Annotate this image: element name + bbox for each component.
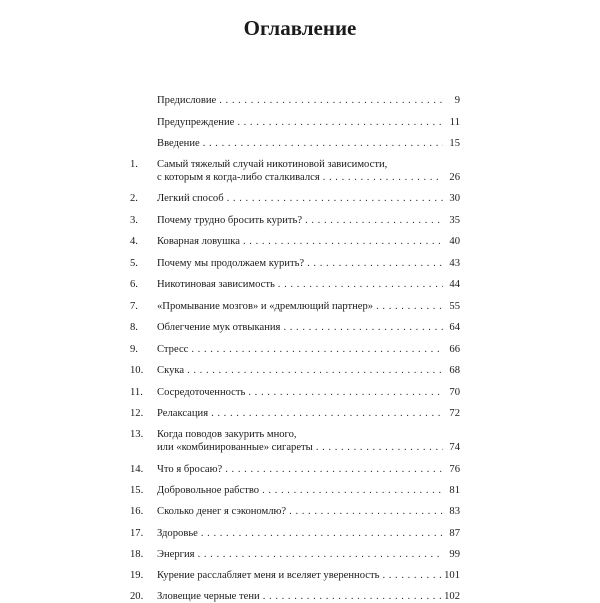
dot-leader xyxy=(225,463,443,476)
toc-entry-page: 70 xyxy=(449,387,460,398)
toc-entry-title: Облегчение мук отвыкания xyxy=(157,322,281,333)
toc-entry-number: 18. xyxy=(130,549,144,560)
toc-entry xyxy=(130,386,460,399)
dot-leader xyxy=(382,569,441,582)
toc-entry-title: с которым я когда-либо сталкивался xyxy=(157,172,320,183)
toc-entry-page: 35 xyxy=(449,215,460,226)
toc-entry-title: Когда поводов закурить много, xyxy=(157,429,297,440)
dot-leader xyxy=(219,94,443,107)
toc-entry-page: 76 xyxy=(449,464,460,475)
dot-leader xyxy=(376,300,443,313)
toc-entry-title: Легкий способ xyxy=(157,193,224,204)
toc-entry-number: 5. xyxy=(130,258,138,269)
toc-entry-number: 1. xyxy=(130,159,138,170)
toc-entry-page: 43 xyxy=(449,258,460,269)
toc-entry-number: 15. xyxy=(130,485,144,496)
toc-entry-page: 101 xyxy=(444,570,460,581)
toc-entry-number: 12. xyxy=(130,408,144,419)
dot-leader xyxy=(243,235,443,248)
toc-entry-title: Предупреждение xyxy=(157,117,235,128)
toc-entry-page: 9 xyxy=(454,95,460,106)
page-title: Оглавление xyxy=(243,16,357,40)
toc-entry-number: 7. xyxy=(130,301,138,312)
toc-entry-title: Предисловие xyxy=(157,95,217,106)
toc-entry xyxy=(130,116,460,129)
toc-entry-title: Сосредоточенность xyxy=(157,387,246,398)
toc-entry-title: Курение расслабляет меня и вселяет уверенность xyxy=(157,570,380,581)
toc-entry-title: Сколько денег я сэкономлю? xyxy=(157,506,287,517)
toc-entry-page: 44 xyxy=(449,279,460,290)
toc-entry xyxy=(130,300,460,313)
toc-entry-number: 2. xyxy=(130,193,138,204)
toc-entry xyxy=(130,463,460,476)
table-of-contents xyxy=(130,86,460,603)
toc-entry xyxy=(130,158,460,184)
toc-entry-page: 15 xyxy=(449,138,460,149)
toc-entry-page: 55 xyxy=(449,301,460,312)
toc-entry-title: Что я бросаю? xyxy=(157,464,223,475)
toc-entry xyxy=(130,94,460,107)
toc-entry xyxy=(130,343,460,356)
dot-leader xyxy=(323,171,443,184)
toc-entry xyxy=(130,235,460,248)
toc-entry-number: 19. xyxy=(130,570,144,581)
dot-leader xyxy=(237,116,443,129)
dot-leader xyxy=(305,214,443,227)
dot-leader xyxy=(201,527,443,540)
toc-entry-page: 72 xyxy=(449,408,460,419)
toc-entry-title: Никотиновая зависимость xyxy=(157,279,275,290)
toc-entry xyxy=(130,192,460,205)
dot-leader xyxy=(248,386,443,399)
toc-entry xyxy=(130,137,460,150)
toc-entry-number: 10. xyxy=(130,365,144,376)
toc-entry-number: 6. xyxy=(130,279,138,290)
toc-entry-number: 14. xyxy=(130,464,144,475)
toc-entry-page: 40 xyxy=(449,236,460,247)
toc-entry-title: Релаксация xyxy=(157,408,209,419)
dot-leader xyxy=(289,505,443,518)
dot-leader xyxy=(187,364,443,377)
dot-leader xyxy=(211,407,443,420)
toc-entry-page: 81 xyxy=(449,485,460,496)
toc-entry-number: 3. xyxy=(130,215,138,226)
dot-leader xyxy=(198,548,443,561)
dot-leader xyxy=(227,192,443,205)
dot-leader xyxy=(307,257,443,270)
toc-entry-title: Стресс xyxy=(157,344,189,355)
dot-leader xyxy=(278,278,443,291)
toc-entry xyxy=(130,321,460,334)
toc-entry xyxy=(130,569,460,582)
toc-entry-title: Энергия xyxy=(157,549,195,560)
toc-entry-page: 102 xyxy=(444,591,460,602)
toc-entry xyxy=(130,590,460,603)
dot-leader xyxy=(203,137,443,150)
toc-entry-title: Почему мы продолжаем курить? xyxy=(157,258,305,269)
toc-entry xyxy=(130,364,460,377)
toc-entry-page: 11 xyxy=(449,117,460,128)
toc-entry-page: 64 xyxy=(449,322,460,333)
toc-entry-page: 66 xyxy=(449,344,460,355)
toc-entry-number: 8. xyxy=(130,322,138,333)
toc-entry-title: Коварная ловушка xyxy=(157,236,240,247)
dot-leader xyxy=(191,343,443,356)
toc-entry-title: Самый тяжелый случай никотиновой зависимости, xyxy=(157,159,388,170)
dot-leader xyxy=(316,441,443,454)
toc-entry-page: 68 xyxy=(449,365,460,376)
toc-entry xyxy=(130,527,460,540)
toc-entry xyxy=(130,484,460,497)
toc-entry xyxy=(130,257,460,270)
toc-entry-title: Добровольное рабство xyxy=(157,485,260,496)
toc-entry-number: 13. xyxy=(130,429,144,440)
toc-entry-page: 74 xyxy=(449,442,460,453)
toc-entry-page: 26 xyxy=(449,172,460,183)
toc-entry xyxy=(130,214,460,227)
toc-entry-number: 9. xyxy=(130,344,138,355)
toc-entry-title: Скука xyxy=(157,365,185,376)
dot-leader xyxy=(262,484,443,497)
dot-leader xyxy=(283,321,443,334)
toc-entry-page: 30 xyxy=(449,193,460,204)
toc-entry-number: 20. xyxy=(130,591,144,602)
dot-leader xyxy=(263,590,441,603)
toc-entry xyxy=(130,548,460,561)
toc-entry-page: 99 xyxy=(449,549,460,560)
toc-entry-page: 83 xyxy=(449,506,460,517)
toc-entry-number: 16. xyxy=(130,506,144,517)
toc-entry-title: Здоровье xyxy=(157,528,198,539)
toc-entry-title: Зловещие черные тени xyxy=(157,591,260,602)
toc-entry-number: 11. xyxy=(130,387,143,398)
toc-entry xyxy=(130,505,460,518)
toc-entry xyxy=(130,278,460,291)
toc-entry-title: «Промывание мозгов» и «дремлющий партнер» xyxy=(157,301,374,312)
toc-entry-title: Введение xyxy=(157,138,200,149)
toc-entry-title: или «комбинированные» сигареты xyxy=(157,442,313,453)
toc-entry xyxy=(130,407,460,420)
toc-entry-page: 87 xyxy=(449,528,460,539)
toc-entry-title: Почему трудно бросить курить? xyxy=(157,215,303,226)
toc-entry-number: 17. xyxy=(130,528,144,539)
toc-entry-number: 4. xyxy=(130,236,138,247)
toc-entry xyxy=(130,428,460,454)
